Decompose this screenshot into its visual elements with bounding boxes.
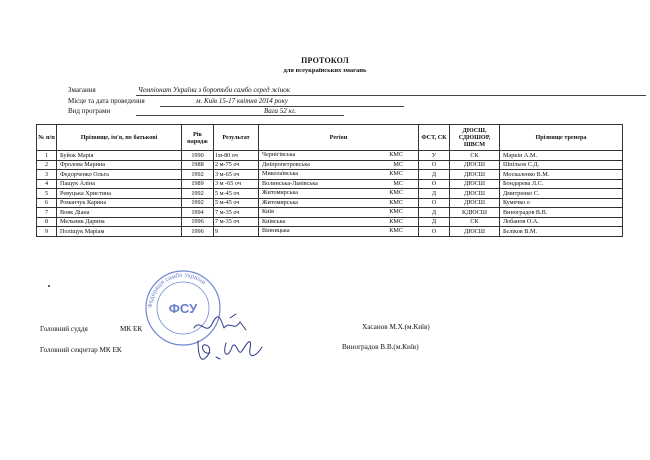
sport-rank: КМС [389,189,403,196]
cell-region [259,160,419,170]
cell-coach: Лобанов О.А. [500,217,623,227]
header-number: № п/п [37,125,57,151]
cell-region [259,151,419,161]
sport-rank: КМС [389,227,403,234]
sport-rank: КМС [389,170,403,177]
cell-name: Вовк Діана [57,208,182,218]
cell-number: 7 [37,208,57,218]
cell-number: 9 [37,227,57,237]
cell-result: 3 м -65 оч [214,179,259,189]
cell-name: Фролова Марина [57,160,182,170]
document-title: ПРОТОКОЛ [301,56,349,65]
cell-school: ДЮСШ [450,179,500,189]
header-coach: Прізвище тренера [500,125,623,151]
meta-place [68,97,288,105]
cell-year: 1992 [182,170,214,180]
cell-year: 1988 [182,160,214,170]
cell-coach: Бєліков В.М. [500,227,623,237]
scan-dot [48,285,50,287]
cell-result: 5 м-45 оч [214,189,259,199]
cell-school: СК [450,151,500,161]
meta-program [68,107,297,115]
cell-region [259,189,419,199]
region-name: Чернігівська [262,151,296,158]
cell-region [259,198,419,208]
secretary-signature [192,333,272,367]
secretary-name: Виноградов В.В.(м.Київ) [342,343,419,351]
header-name: Прізвище, ім'я, по батькові [57,125,182,151]
cell-year: 1992 [182,189,214,199]
cell-fst: Д [419,170,450,180]
cell-school: ДЮСШ [450,227,500,237]
sport-rank: КМС [389,208,403,215]
cell-number: 1 [37,151,57,161]
cell-number: 3 [37,170,57,180]
cell-number: 8 [37,217,57,227]
results-table [36,124,623,237]
header-result: Результат [214,125,259,151]
cell-school: ДЮСШ [450,189,500,199]
cell-year: 1994 [182,208,214,218]
region-name: Київ [262,208,275,215]
cell-coach: Кумечко о [500,198,623,208]
cell-coach: Дмитренко С. [500,189,623,199]
header-region: Регіон [259,125,419,151]
cell-year: 1996 [182,217,214,227]
cell-coach: Маркін А.М. [500,151,623,161]
cell-region [259,208,419,218]
event-value: Чемпіонат України з боротьби самбо серед жінок [136,86,646,96]
cell-year: 1990 [182,151,214,161]
region-name: Вінницька [262,227,290,234]
table-body [37,151,623,237]
cell-result: 5 м-45 оч [214,198,259,208]
judge-name: Хасанов М.Х.(м.Київ) [362,323,430,331]
cell-region [259,179,419,189]
table-row [37,170,623,180]
sport-rank: КМС [389,151,403,158]
event-label: Змагання [68,86,96,94]
cell-fst: Д [419,208,450,218]
cell-fst: Д [419,189,450,199]
cell-fst: Д [419,217,450,227]
sport-rank: КМС [389,217,403,225]
document-subtitle: для всеукраїнських змагань [283,67,367,74]
cell-result: 1м-80 оч [214,151,259,161]
region-name: Дніпропетровська [262,160,310,168]
cell-result: 3 м-65 оч [214,170,259,180]
meta-event [68,86,290,94]
table-row [37,189,623,199]
region-name: Миколаївська [262,170,299,177]
table-row [37,160,623,170]
sport-rank: МС [393,179,403,187]
header-fst: ФСТ, СК [419,125,450,151]
table-row [37,227,623,237]
region-name: Волинська-Львівська [262,179,318,187]
cell-school: КДЮСШ [450,208,500,218]
sport-rank: КМС [389,198,403,206]
cell-result: 9 [214,227,259,237]
region-name: Житомирська [262,198,299,206]
cell-coach: Виноградов В.В. [500,208,623,218]
stamp-ring-text: Федерація самбо України [147,272,207,309]
table-row [37,208,623,218]
cell-region [259,217,419,227]
cell-year: 1996 [182,227,214,237]
cell-coach: Бондарева Л.С. [500,179,623,189]
stamp-logo-text: ФСУ [168,301,198,316]
program-value: Вага 52 кг. [136,107,344,116]
cell-name: Мельник Дарина [57,217,182,227]
region-name: Київська [262,217,286,225]
cell-year: 1992 [182,198,214,208]
cell-school: ДЮСШ [450,198,500,208]
sport-rank: МС [393,160,403,168]
cell-fst: У [419,151,450,161]
cell-result: 7 м-35 оч [214,208,259,218]
cell-number: 4 [37,179,57,189]
header-year: Рік народж [182,125,214,151]
cell-number: 6 [37,198,57,208]
cell-fst: О [419,160,450,170]
region-name: Житомирська [262,189,299,196]
table-row [37,179,623,189]
cell-school: ДЮСШ [450,170,500,180]
cell-coach: Москаленко В.М. [500,170,623,180]
cell-fst: О [419,179,450,189]
cell-result: 7 м-35 оч [214,217,259,227]
place-value: м. Київ 15-17 квітня 2014 року [160,97,404,107]
secretary-label: Головний секретар МК ЕК [40,346,122,354]
program-label: Вид програми [68,107,111,115]
judge-label: Головний суддя [40,325,88,333]
cell-name: Пащук Аліна [57,179,182,189]
cell-coach: Шпільов С.Д. [500,160,623,170]
cell-result: 2 м-75 оч [214,160,259,170]
cell-region [259,170,419,180]
table-row [37,198,623,208]
table-header-row [37,125,623,151]
cell-fst: О [419,227,450,237]
cell-number: 5 [37,189,57,199]
cell-region [259,227,419,237]
place-label: Місце та дата проведення [68,97,145,105]
table-row [37,151,623,161]
cell-name: Романчук Карина [57,198,182,208]
header-school: ДЮСШ, СДЮШОР, ШВСМ [450,125,500,151]
cell-school: СК [450,217,500,227]
cell-name: Буйок Марія [57,151,182,161]
cell-year: 1989 [182,179,214,189]
cell-name: Поліщук Маріам [57,227,182,237]
table-row [37,217,623,227]
cell-number: 2 [37,160,57,170]
cell-fst: О [419,198,450,208]
cell-name: Ревуцька Христина [57,189,182,199]
cell-school: ДЮСШ [450,160,500,170]
cell-name: Федорченко Ольга [57,170,182,180]
judge-rank: МК ЕК [120,325,143,333]
